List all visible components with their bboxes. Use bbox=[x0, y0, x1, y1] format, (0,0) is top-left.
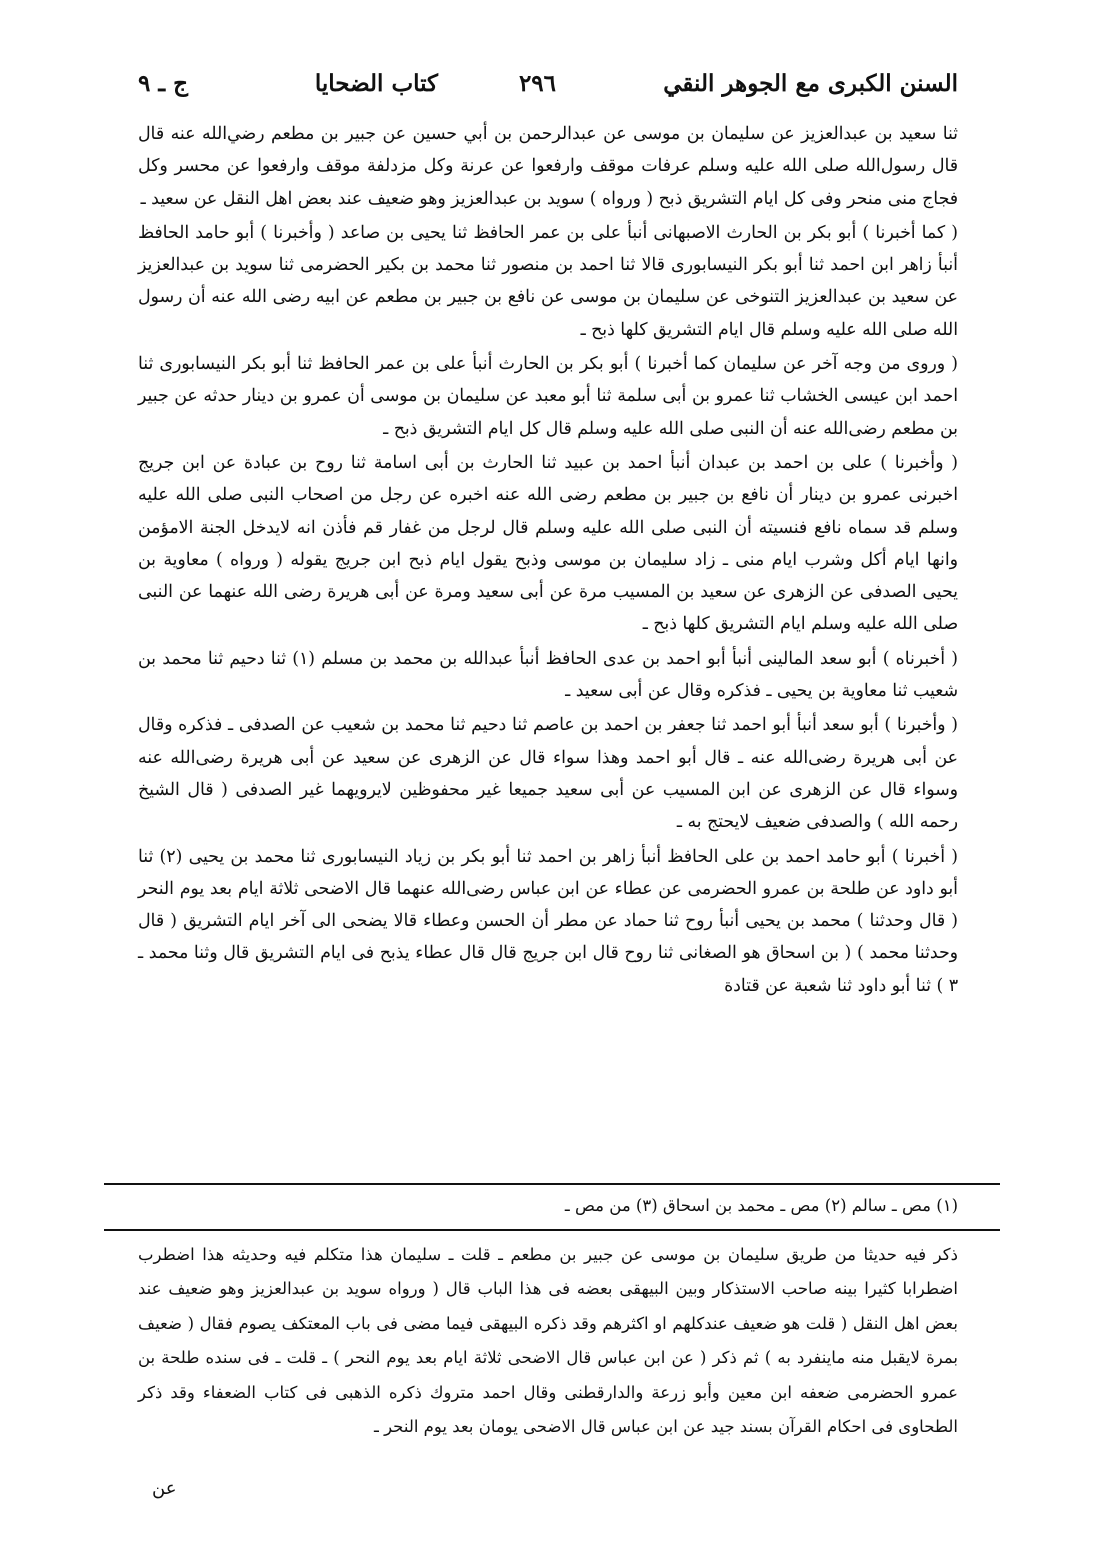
running-header bbox=[138, 70, 958, 110]
footnote-divider bbox=[104, 1183, 1000, 1185]
paragraph: ( وروى من وجه آخر عن سليمان كما أخبرنا ) أبو بكر بن الحارث أنبأ على بن عمر الحافظ ثنا أبو بكر النيسابورى ثنا احمد ابن عيسى الخشاب ثنا عمرو بن أبى سلمة ثنا أبو معبد عن سليمان بن موسى أن عمرو بن دينار حدثه عن جبير بن مطعم رضى‌الله عنه أن النبى صلى الله عليه وسلم قال كل ايام التشريق ذبح ـ bbox=[138, 354, 958, 439]
paragraph: ( كما أخبرنا ) أبو بكر بن الحارث الاصبهانى أنبأ على بن عمر الحافظ ثنا يحيى بن صاعد ( وأخبرنا ) أبو حامد الحافظ أنبأ زاهر ابن احمد ثنا أبو بكر النيسابورى قالا ثنا احمد بن منصور ثنا محمد بن بكير الحضرمى ثنا سويد بن عبدالعزيز عن سعيد بن عبدالعزيز التنوخى عن سليمان بن موسى عن نافع بن جبير بن مطعم عن ابيه رضى الله عنه أن رسول الله صلى الله عليه وسلم قال ايام التشريق كلها ذبح ـ bbox=[138, 222, 958, 340]
commentary-paragraph: ذكر فيه حديثا من طريق سليمان بن موسى عن جبير بن مطعم ـ قلت ـ سليمان هذا متكلم فيه وحديثه هذا اضطرب اضطرابا كثيرا بينه صاحب الاستذكار وبين البيهقى بعضه فى هذا الباب قال ( ورواه سويد بن عبدالعزيز وهو ضعيف عند بعض اهل النقل ( قلت هو ضعيف عندكلهم او اكثرهم وقد ذكره البيهقى فيما مضى فى باب المعتكف يصوم فقال ( ضعيف بمرة لايقبل منه ماينفرد به ) ثم ذكر ( عن ابن عباس قال الاضحى ثلاثة ايام بعد يوم النحر ) ـ قلت ـ فى سنده طلحة بن عمرو الحضرمى ضعفه ابن معين وأبو زرعة والدارقطنى وقال احمد متروك ذكره الذهبى فى كتاب الضعفاء وقد ذكر الطحاوى فى احكام القرآن بسند جيد عن ابن عباس قال الاضحى يومان بعد يوم النحر ـ bbox=[138, 1245, 958, 1437]
paragraph: ثنا سعيد بن عبدالعزيز عن سليمان بن موسى عن عبدالرحمن بن أبي حسين عن جبير بن مطعم رضي‌الله عنه قال قال رسول‌الله صلى الله عليه وسلم عرفات موقف وارفعوا عن عرنة وكل مزدلفة موقف وارفعوا عن محسر وكل فجاج منى منحر وفى كل ايام التشريق ذبح ( ورواه ) سويد بن عبدالعزيز وهو ضعيف عند بعض اهل النقل عن سعيد ـ bbox=[138, 124, 958, 209]
commentary-text bbox=[138, 1238, 958, 1444]
page-number: ٢٩٦ bbox=[518, 70, 556, 97]
paragraph: ( أخبرناه ) أبو سعد المالينى أنبأ أبو احمد بن عدى الحافظ أنبأ عبدالله بن محمد بن مسلم (١) ثنا دحيم ثنا محمد بن شعيب ثنا معاوية بن يحيى ـ فذكره وقال عن أبى سعيد ـ bbox=[138, 648, 958, 702]
volume-label: ج ـ ٩ bbox=[138, 70, 188, 97]
chapter-title: كتاب الضحايا bbox=[314, 70, 438, 97]
main-text bbox=[138, 118, 958, 1004]
footnotes: (١) مص ـ سالم (٢) مص ـ محمد بن اسحاق (٣) من مص ـ bbox=[564, 1196, 958, 1215]
book-title: السنن الكبرى مع الجوهر النقي bbox=[663, 70, 958, 97]
paragraph: ( وأخبرنا ) على بن احمد بن عبدان أنبأ احمد بن عبيد ثنا الحارث بن أبى اسامة ثنا روح بن عبادة عن ابن جريج اخبرنى عمرو بن دينار أن نافع بن جبير بن مطعم رضى الله عنه اخبره عن رجل من اصحاب النبى صلى الله عليه وسلم قد سماه نافع فنسيته أن النبى صلى الله عليه وسلم قال لرجل من غفار قم فأذن انه لايدخل الجنة الامؤمن وانها ايام أكل وشرب ايام منى ـ زاد سليمان بن موسى وذبح يقول ايام ذبح ابن جريج يقوله ( ورواه ) معاوية بن يحيى الصدفى عن الزهرى عن سعيد بن المسيب مرة عن أبى سعيد ومرة عن أبى هريرة رضى الله عنهما عن النبى صلى الله عليه وسلم ايام التشريق كلها ذبح ـ bbox=[138, 452, 958, 635]
paragraph: ( أخبرنا ) أبو حامد احمد بن على الحافظ أنبأ زاهر بن احمد ثنا أبو بكر بن زياد النيسابورى ثنا محمد بن يحيى (٢) ثنا أبو داود عن طلحة بن عمرو الحضرمى عن عطاء عن ابن عباس رضى‌الله عنهما قال الاضحى ثلاثة ايام بعد يوم النحر ( قال وحدثنا ) محمد بن يحيى أنبأ روح ثنا حماد عن مطر أن الحسن وعطاء قالا يضحى الى آخر ايام التشريق ( قال وحدثنا محمد ) ( بن اسحاق هو الصغانى ثنا روح قال ابن جريج قال قال عطاء يذبح فى ايام التشريق قال وثنا محمد ـ ٣ ) ثنا أبو داود ثنا شعبة عن قتادة bbox=[138, 846, 958, 996]
commentary-divider bbox=[104, 1229, 1000, 1231]
paragraph: ( وأخبرنا ) أبو سعد أنبأ أبو احمد ثنا جعفر بن احمد بن عاصم ثنا دحيم ثنا محمد بن شعيب عن الصدفى ـ فذكره وقال عن أبى هريرة رضى‌الله عنه ـ قال أبو احمد وهذا سواء قال عن الزهرى عن سعيد عن أبى هريرة رضى‌الله عنه وسواء قال عن الزهرى عن ابن المسيب عن أبى سعيد جميعا غير محفوظين لايرويهما غير الصدفى ( قال الشيخ رحمه الله ) والصدفى ضعيف لايحتج به ـ bbox=[138, 715, 958, 833]
catchword: عن bbox=[152, 1478, 177, 1499]
